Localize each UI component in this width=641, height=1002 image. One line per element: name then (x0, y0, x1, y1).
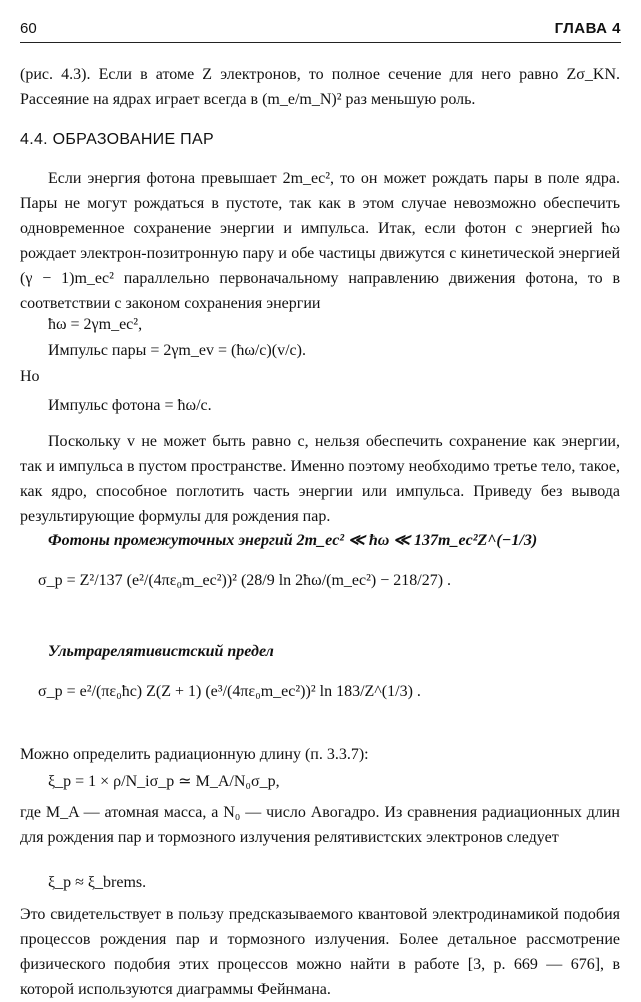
subheading-intermediate-energies: Фотоны промежуточных энергий 2m_ec² ≪ ħω ≪ 137m_ec²Z^(−1/3) (48, 532, 538, 549)
section-title: 4.4. ОБРАЗОВАНИЕ ПАР (20, 131, 214, 148)
word-no: Но (20, 368, 40, 385)
paragraph-3: Поскольку v не может быть равно c, нельзя обеспечить сохранение как энергии, так и импульса в пустом пространстве. Именно поэтому необходимо третье тело, такое, как ядро, способное поглотить часть энергии или импульса. Приведу без вывода результирующие формулы для рождения пар. (20, 433, 620, 525)
equation-photon-momentum: Импульс фотона = ħω/c. (48, 397, 212, 414)
paragraph-1-text: (рис. 4.3). Если в атоме Z электронов, то полное сечение для него равно Zσ_KN. Рассеяние на ядрах играет всегда в (m_e/m_N)² раз меньшую роль. (20, 66, 620, 108)
page-number: 60 (20, 20, 37, 37)
paragraph-5: где M_A — атомная масса, а N₀ — число Авогадро. Из сравнения радиационных длин для рождения пар и тормозного излучения релятивистских электронов следует (20, 804, 620, 846)
paragraph-4: Можно определить радиационную длину (п. 3.3.7): (20, 746, 369, 763)
equation-radiation-length: ξ_p = 1 × ρ/N_iσ_p ≃ M_A/N₀σ_p, (48, 773, 280, 790)
paragraph-1 (20, 62, 620, 112)
paragraph-2: Если энергия фотона превышает 2m_ec², то он может рождать пары в поле ядра. Пары не могут рождаться в пустоте, так как в этом случае невозможно обеспечить одновременное сохранение энергии и импульса. Итак, если фотон с энергией ħω рождает электрон-позитронную пару и обе частицы движутся с кинетической энергией (γ − 1)m_ec² параллельно первоначальному направлению движения фотона, то в соответствии с законом сохранения энергии (20, 170, 620, 312)
equation-pair-momentum: Импульс пары = 2γm_ev = (ħω/c)(v/c). (48, 342, 306, 359)
chapter-label: ГЛАВА 4 (554, 20, 621, 37)
subheading-ultrarelativistic: Ультрарелятивистский предел (48, 643, 274, 660)
running-header (20, 20, 621, 43)
equation-length-comparison: ξ_p ≈ ξ_brems. (48, 874, 147, 891)
formula-cross-section-ultrarelativistic: σ_p = e²/(πε₀ħc) Z(Z + 1) (e³/(4πε₀m_ec²))² ln 183/Z^(1/3) . (38, 683, 421, 700)
equation-energy: ħω = 2γm_ec², (48, 316, 143, 333)
formula-cross-section-intermediate: σ_p = Z²/137 (e²/(4πε₀m_ec²))² (28/9 ln 2ħω/(m_ec²) − 218/27) . (38, 572, 452, 589)
paragraph-6: Это свидетельствует в пользу предсказываемого квантовой электродинамикой подобия процессов рождения пар и тормозного излучения. Более детальное рассмотрение физического подобия этих процессов можно найти в работе [3, p. 669 — 676], в которой используются диаграммы Фейнмана. (20, 906, 620, 998)
